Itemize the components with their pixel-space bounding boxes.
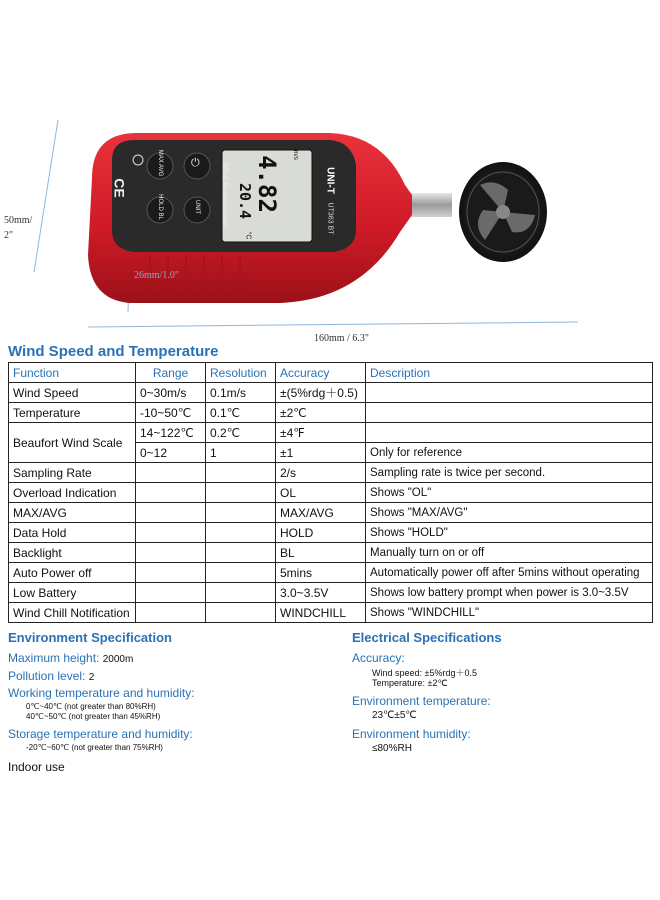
height-mm: 50mm/ [4,215,33,226]
lcd-top-value: 4.82 [253,155,281,213]
pollution-value: 2 [88,672,95,683]
cell-description: Shows "OL" [366,483,653,503]
cell-range: 0~30m/s [136,383,206,403]
cell-accuracy: ±(5%rdg＋0.5) [276,383,366,403]
device-ce-mark: CE [111,178,128,198]
cell-function: Auto Power off [9,563,136,583]
table-row [9,463,653,483]
header-accuracy: Accuracy [276,363,366,383]
table-row [9,583,653,603]
cell-function: MAX/AVG [9,503,136,523]
accuracy-wind: Wind speed: ±5%rdg＋0.5 [372,668,477,678]
cell-range: 14~122℃ [136,423,206,443]
header-description: Description [366,363,653,383]
cell-range [136,563,206,583]
button-hold: HOLD BL [157,194,163,220]
cell-function: Wind Chill Notification [9,603,136,623]
cell-description [366,423,653,443]
cell-description: Manually turn on or off [366,543,653,563]
cell-description: Sampling rate is twice per second. [366,463,653,483]
cell-description: Shows "HOLD" [366,523,653,543]
header-range: Range [136,363,206,383]
header-function: Function [9,363,136,383]
cell-description: Shows "WINDCHILL" [366,603,653,623]
cell-function: Overload Indication [9,483,136,503]
lcd-readout-top [253,149,281,219]
table-row [9,543,653,563]
cell-function: Data Hold [9,523,136,543]
cell-description: Shows "MAX/AVG" [366,503,653,523]
table-row [9,483,653,503]
table-row [9,523,653,543]
working-label: Working temperature and humidity: [8,686,195,700]
fan-head [459,162,547,262]
table-row [9,603,653,623]
cell-range [136,583,206,603]
cell-resolution [206,483,276,503]
cell-resolution [206,543,276,563]
cell-description: Only for reference [366,443,653,463]
cell-description: Automatically power off after 5mins without operating [366,563,653,583]
button-power-icon: ⏻ [191,157,200,169]
length-dimension-line [88,322,578,327]
cell-description [366,383,653,403]
cell-resolution [206,603,276,623]
cell-range [136,603,206,623]
cell-accuracy: ±4℉ [276,423,366,443]
height-dimension-line [34,120,58,272]
cell-resolution: 0.1℃ [206,403,276,423]
wind-table-title: Wind Speed and Temperature [8,343,219,360]
button-maxavg: MAX AVG [157,149,163,177]
table-header-row [9,363,653,383]
cell-accuracy: 5mins [276,563,366,583]
lcd-bottom-unit: °C [244,231,252,240]
cell-accuracy: HOLD [276,523,366,543]
environment-title: Environment Specification [8,630,172,645]
env-hum-value: ≤80%RH [372,743,412,754]
button-unit: UNIT [194,200,200,214]
storage-label: Storage temperature and humidity: [8,727,193,741]
electrical-title: Electrical Specifications [352,630,502,645]
max-height-value: 2000m [102,654,134,665]
table-row [9,383,653,403]
table-row [9,423,653,443]
accuracy-label: Accuracy: [352,651,405,665]
cell-resolution: 0.1m/s [206,383,276,403]
cell-range [136,523,206,543]
env-temp-label: Environment temperature: [352,694,491,708]
max-height-label: Maximum height: [8,651,100,665]
cell-accuracy: 2/s [276,463,366,483]
cell-range: -10~50℃ [136,403,206,423]
storage-line-1: -20℃~60℃ (not greater than 75%RH) [26,743,163,752]
env-hum-label: Environment humidity: [352,727,471,741]
cell-description: Shows low battery prompt when power is 3.0~3.5V [366,583,653,603]
cell-accuracy: WINDCHILL [276,603,366,623]
cell-function: Backlight [9,543,136,563]
cell-accuracy: OL [276,483,366,503]
cell-function: Sampling Rate [9,463,136,483]
lcd-top-unit: m/s [291,150,298,160]
indoor-use: Indoor use [8,760,65,774]
cell-resolution: 0.2℃ [206,423,276,443]
cell-resolution [206,523,276,543]
cell-range [136,503,206,523]
working-line-2: 40℃~50℃ (not greater than 45%RH) [26,712,161,721]
max-height-row [8,651,133,665]
cell-accuracy: ±2℃ [276,403,366,423]
table-row [9,403,653,423]
cell-accuracy: BL [276,543,366,563]
cell-resolution [206,563,276,583]
cell-accuracy: MAX/AVG [276,503,366,523]
length-dimension-label: 160mm / 6.3" [314,333,369,344]
cell-description [366,403,653,423]
height-dimension-label [4,215,32,226]
device-name-label: Wind Anemometer [220,161,230,228]
cell-range [136,483,206,503]
cell-function: Temperature [9,403,136,423]
cell-range [136,543,206,563]
working-line-1: 0℃~40℃ (not greater than 80%RH) [26,702,156,711]
cell-resolution: 1 [206,443,276,463]
env-temp-value: 23℃±5℃ [372,710,417,721]
cell-resolution [206,503,276,523]
model-label: UT363 BT [326,202,334,235]
cell-function: Beaufort Wind Scale [9,423,136,463]
cell-resolution [206,583,276,603]
depth-dimension-label: 26mm/1.0" [134,270,179,281]
table-row [9,563,653,583]
cell-resolution [206,463,276,483]
cell-range [136,463,206,483]
accuracy-temp: Temperature: ±2℃ [372,678,448,688]
cell-range: 0~12 [136,443,206,463]
wind-spec-table [8,362,653,623]
table-row [9,503,653,523]
brand-logo: UNI-T [324,167,336,194]
cell-accuracy: ±1 [276,443,366,463]
pollution-row [8,669,94,683]
cell-accuracy: 3.0~3.5V [276,583,366,603]
cell-function: Wind Speed [9,383,136,403]
cell-function: Low Battery [9,583,136,603]
header-resolution: Resolution [206,363,276,383]
pollution-label: Pollution level: [8,669,86,683]
height-inch-label: 2" [4,230,14,241]
lcd-readout-bottom: 20.4 [236,182,254,220]
